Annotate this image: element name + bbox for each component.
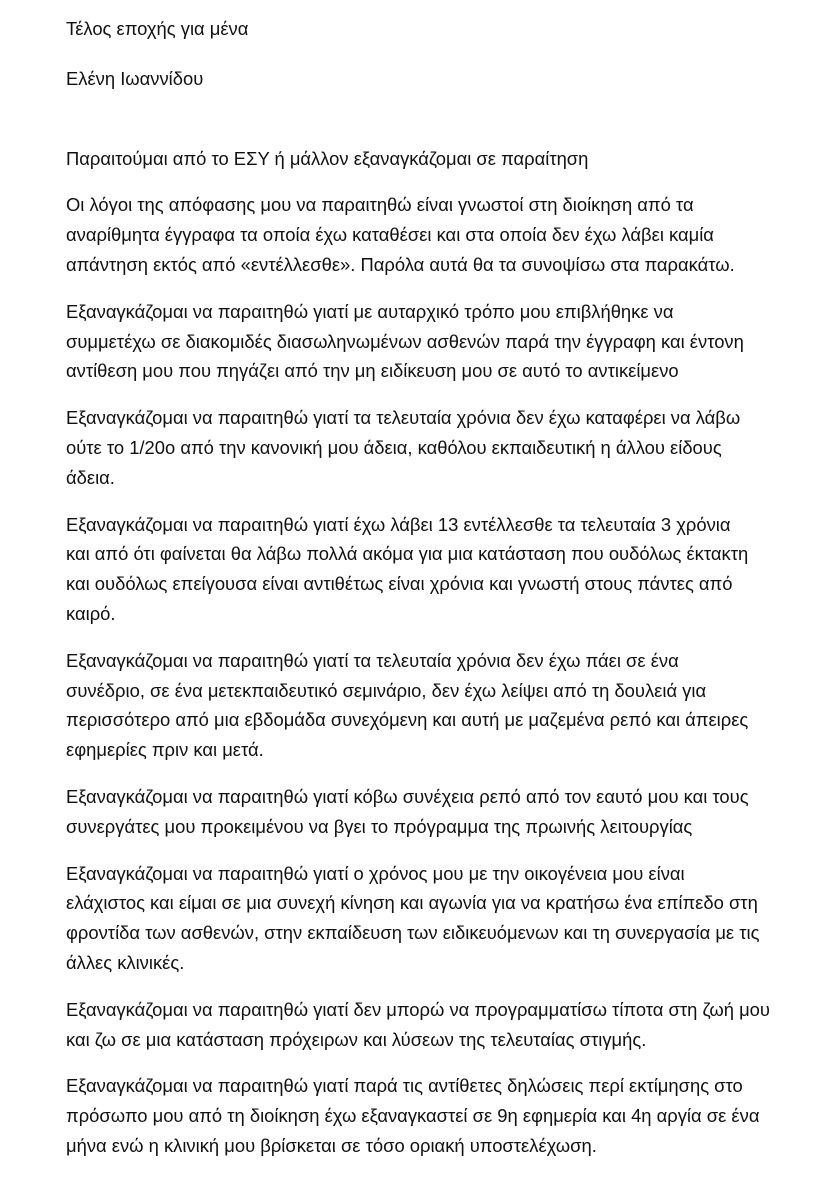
paragraph-line: και ουδόλως επείγουσα είναι αντιθέτως είναι χρόνια και γνωστή στους πάντες από (66, 573, 733, 595)
letter-paragraph (66, 403, 797, 492)
paragraph-line: Εξαναγκάζομαι να παραιτηθώ γιατί με αυταρχικό τρόπο μου επιβλήθηκε να (66, 300, 674, 322)
letter-paragraph (66, 782, 797, 842)
paragraph-line: άλλες κλινικές. (66, 951, 185, 973)
paragraph-line: ούτε το 1/20ο από την κανονική μου άδεια, καθόλου εκπαιδευτική η άλλου είδους (66, 436, 722, 458)
paragraph-line: Εξαναγκάζομαι να παραιτηθώ γιατί τα τελευταία χρόνια δεν έχω πάει σε ένα (66, 649, 679, 671)
letter-paragraph (66, 190, 797, 279)
paragraph-line: εφημερίες πριν και μετά. (66, 739, 264, 761)
paragraph-line: αναρίθμητα έγγραφα τα οποία έχω καταθέσει και στα οποία δεν έχω λάβει καμία (66, 224, 714, 246)
letter-title: Τέλος εποχής για μένα (66, 18, 249, 39)
paragraph-line: Εξαναγκάζομαι να παραιτηθώ γιατί έχω λάβει 13 εντέλλεσθε τα τελευταία 3 χρόνια (66, 513, 731, 535)
paragraph-line: Εξαναγκάζομαι να παραιτηθώ γιατί παρά τις αντίθετες δηλώσεις περί εκτίμησης στο (66, 1075, 743, 1097)
paragraph-line: και από ότι φαίνεται θα λάβω πολλά ακόμα για μια κατάσταση που ουδόλως έκτακτη (66, 543, 749, 565)
letter-paragraph (66, 1071, 797, 1160)
letter-paragraph (66, 859, 797, 978)
paragraph-line: αντίθεση μου που πηγάζει από την μη ειδίκευση μου σε αυτό το αντικείμενο (66, 360, 679, 382)
paragraph-line: Εξαναγκάζομαι να παραιτηθώ γιατί δεν μπορώ να προγραμματίσω τίποτα στη ζωή μου (66, 998, 770, 1020)
paragraph-line: Εξαναγκάζομαι να παραιτηθώ γιατί τα τελευταία χρόνια δεν έχω καταφέρει να λάβω (66, 407, 741, 429)
paragraph-line: Εξαναγκάζομαι να παραιτηθώ γιατί κόβω συνέχεια ρεπό από τον εαυτό μου και τους (66, 785, 749, 807)
letter-paragraph (66, 995, 797, 1055)
letter-paragraph (66, 297, 797, 386)
paragraph-line: συνεργάτες μου προκειμένου να βγει το πρόγραμμα της πρωινής λειτουργίας (66, 815, 693, 837)
letter-paragraph (66, 510, 797, 629)
paragraph-line: καιρό. (66, 602, 116, 624)
author-name: Ελένη Ιωαννίδου (66, 67, 204, 89)
paragraph-line: πρόσωπο μου από τη διοίκηση έχω εξαναγκαστεί σε 9η εφημερία και 4η αργία σε ένα (66, 1105, 760, 1127)
paragraph-line: περισσότερο από μια εβδομάδα συνεχόμενη και αυτή με μαζεμένα ρεπό και άπειρες (66, 709, 749, 731)
letter-subject: Παραιτούμαι από το ΕΣΥ ή μάλλον εξαναγκάζομαι σε παραίτηση (66, 147, 589, 169)
paragraph-line: Εξαναγκάζομαι να παραιτηθώ γιατί ο χρόνος μου με την οικογένεια μου είναι (66, 862, 685, 884)
paragraph-line: και ζω σε μια κατάσταση πρόχειρων και λύσεων της τελευταίας στιγμής. (66, 1028, 647, 1050)
letter-body (66, 190, 797, 1160)
paragraph-line: μήνα ενώ η κλινική μου βρίσκεται σε τόσο οριακή υποστελέχωση. (66, 1134, 597, 1156)
paragraph-line: συμμετέχω σε διακομιδές διασωληνωμένων ασθενών παρά την έγγραφη και έντονη (66, 330, 744, 352)
paragraph-line: συνέδριο, σε ένα μετεκπαιδευτικό σεμινάριο, δεν έχω λείψει από τη δουλειά για (66, 679, 707, 701)
paragraph-line: Οι λόγοι της απόφασης μου να παραιτηθώ είναι γνωστοί στη διοίκηση από τα (66, 194, 694, 216)
letter-paragraph (66, 646, 797, 765)
paragraph-line: φροντίδα των ασθενών, στην εκπαίδευση των ειδικευόμενων και τη συνεργασία με τις (66, 922, 760, 944)
paragraph-line: απάντηση εκτός από «εντέλλεσθε». Παρόλα αυτά θα τα συνοψίσω στα παρακάτω. (66, 253, 735, 275)
paragraph-line: άδεια. (66, 466, 115, 488)
paragraph-line: ελάχιστος και είμαι σε μια συνεχή κίνηση και αγωνία για να κρατήσω ένα επίπεδο στη (66, 892, 758, 914)
